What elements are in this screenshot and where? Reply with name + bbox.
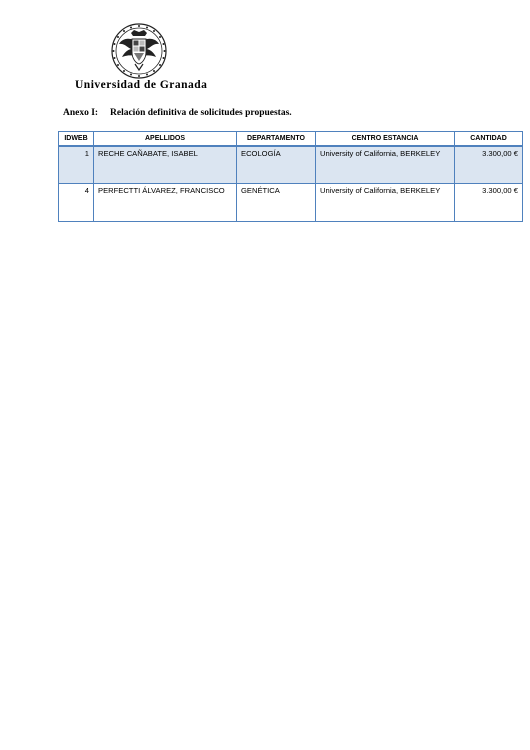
annex-heading — [63, 108, 292, 118]
column-header-apellidos: APELLIDOS — [94, 132, 237, 147]
institution-name: Universidad de Granada — [75, 79, 208, 91]
annex-title: Relación definitiva de solicitudes propuestas. — [110, 108, 292, 118]
column-header-centro-estancia: CENTRO ESTANCIA — [316, 132, 455, 147]
cell-centro-estancia: University of California, BERKELEY — [316, 146, 455, 184]
table-header-row — [59, 132, 523, 147]
cell-idweb: 4 — [59, 184, 94, 222]
column-header-departamento: DEPARTAMENTO — [237, 132, 316, 147]
cell-cantidad: 3.300,00 € — [455, 146, 523, 184]
column-header-cantidad: CANTIDAD — [455, 132, 523, 147]
annex-label: Anexo I: — [63, 108, 99, 118]
cell-centro-estancia: University of California, BERKELEY — [316, 184, 455, 222]
cell-cantidad: 3.300,00 € — [455, 184, 523, 222]
cell-apellidos: PERFECTTI ÁLVAREZ, FRANCISCO — [94, 184, 237, 222]
column-header-idweb: IDWEB — [59, 132, 94, 147]
cell-apellidos: RECHE CAÑABATE, ISABEL — [94, 146, 237, 184]
cell-departamento: ECOLOGÍA — [237, 146, 316, 184]
applications-table — [58, 131, 523, 222]
university-logo — [110, 22, 168, 80]
cell-idweb: 1 — [59, 146, 94, 184]
table-row — [59, 184, 523, 222]
table-row — [59, 146, 523, 184]
cell-departamento: GENÉTICA — [237, 184, 316, 222]
